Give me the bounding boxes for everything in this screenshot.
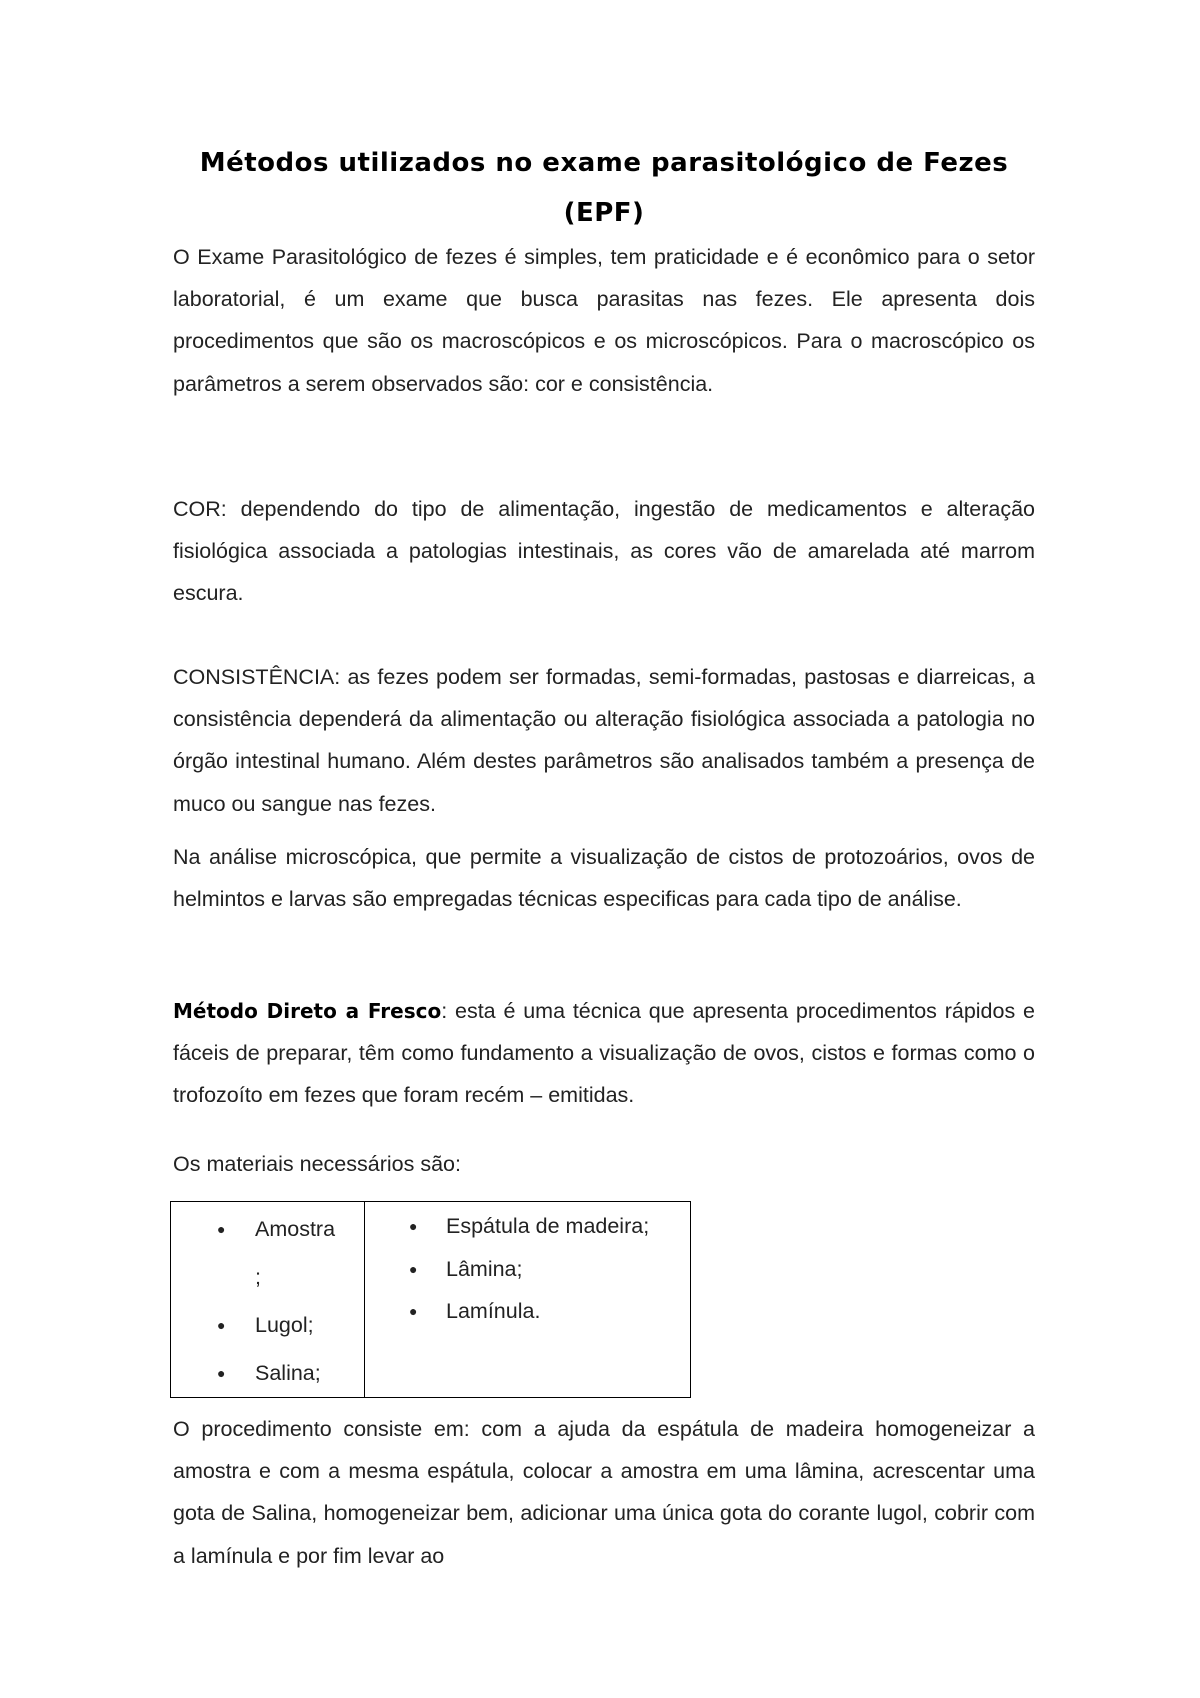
materials-list-right <box>365 1202 690 1333</box>
bullet-icon: ● <box>409 1303 418 1319</box>
intro-paragraph: O Exame Parasitológico de fezes é simples, tem praticidade e é econômico para o setor laboratorial, é um exame que busca parasitas nas fezes. Ele apresenta dois procedimentos que são os macroscópicos e os microscópicos. Para o macroscópico os parâmetros a serem observados são: cor e consistência. <box>173 245 1035 396</box>
cor-label: COR: <box>173 497 227 521</box>
metodo-text: : esta é uma técnica que apresenta procedimentos rápidos e fáceis de preparar, têm como fundamento a visualização de ovos, cistos e formas como o trofozoíto em fezes que foram recém – emitidas. <box>173 999 1035 1108</box>
material-label: Espátula de madeira; <box>446 1214 650 1238</box>
material-label: Lugol; <box>255 1313 314 1337</box>
consistencia-paragraph <box>173 656 1035 825</box>
title-line-2: (EPF) <box>563 198 645 228</box>
materiais-intro: Os materiais necessários são: <box>173 1152 461 1176</box>
procedimento-paragraph: O procedimento consiste em: com a ajuda da espátula de madeira homogeneizar a amostra e com a mesma espátula, colocar a amostra em uma lâmina, acrescentar uma gota de Salina, homogeneizar bem, adicionar uma única gota do corante lugol, cobrir com a lamínula e por fim levar ao <box>173 1417 1035 1568</box>
material-label: Amostra ; <box>255 1217 336 1289</box>
list-item <box>365 1248 690 1291</box>
bullet-icon: ● <box>409 1260 418 1277</box>
document-title <box>173 138 1035 238</box>
material-label: Lâmina; <box>446 1256 523 1281</box>
list-item <box>171 1301 364 1349</box>
materials-table <box>170 1201 691 1398</box>
microscopica-paragraph: Na análise microscópica, que permite a visualização de cistos de protozoários, ovos de helmintos e larvas são empregadas técnicas especificas para cada tipo de análise. <box>173 845 1035 912</box>
materials-table-row <box>171 1202 691 1398</box>
metodo-paragraph <box>173 990 1035 1117</box>
bullet-icon: ● <box>217 1221 226 1237</box>
bullet-icon: ● <box>409 1218 418 1234</box>
material-label: Lamínula. <box>446 1299 541 1323</box>
list-item <box>171 1349 364 1397</box>
material-label: Salina; <box>255 1361 321 1385</box>
materials-cell-left <box>171 1202 365 1398</box>
list-item <box>365 1205 690 1248</box>
materials-cell-right <box>365 1202 691 1398</box>
cor-paragraph <box>173 488 1035 615</box>
metodo-label: Método Direto a Fresco <box>173 999 442 1023</box>
list-item <box>365 1290 690 1333</box>
bullet-icon: ● <box>217 1317 226 1333</box>
list-item <box>171 1205 336 1301</box>
materials-list-left <box>171 1202 364 1397</box>
consistencia-text: as fezes podem ser formadas, semi-formadas, pastosas e diarreicas, a consistência dependerá da alimentação ou alteração fisiológica associada a patologia no órgão intestinal humano. Além destes parâmetros são analisados também a presença de muco ou sangue nas fezes. <box>173 665 1035 816</box>
consistencia-label: CONSISTÊNCIA: <box>173 665 341 689</box>
title-line-1: Métodos utilizados no exame parasitológico de Fezes <box>199 148 1009 178</box>
cor-text: dependendo do tipo de alimentação, ingestão de medicamentos e alteração fisiológica associada a patologias intestinais, as cores vão de amarelada até marrom escura. <box>173 497 1035 606</box>
bullet-icon: ● <box>217 1365 226 1381</box>
